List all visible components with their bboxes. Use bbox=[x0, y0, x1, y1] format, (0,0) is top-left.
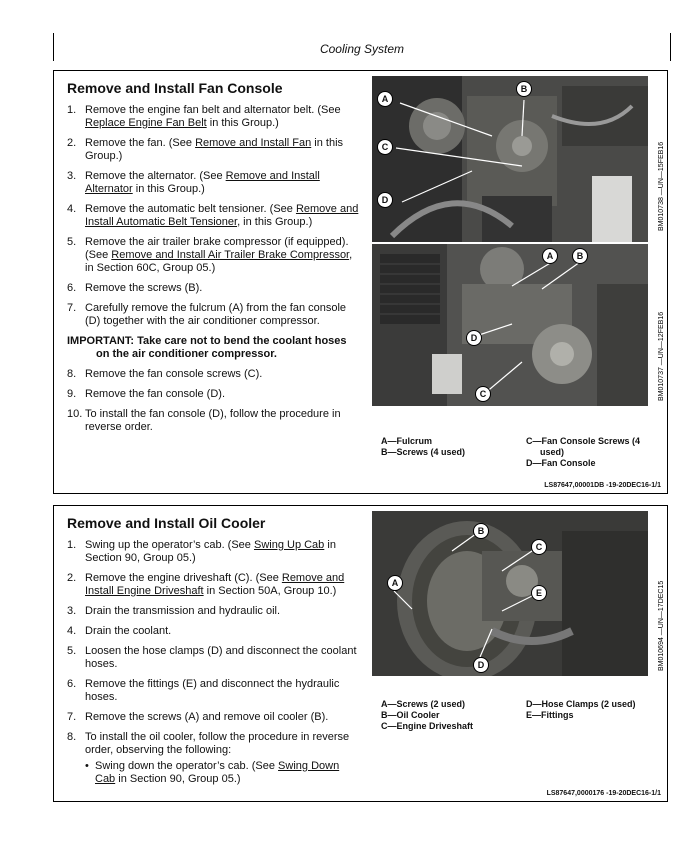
fan-console-footer-code: LS87647,00001DB -19-20DEC16-1/1 bbox=[544, 482, 661, 489]
link-replace-engine-fan-belt[interactable]: Replace Engine Fan Belt bbox=[85, 117, 207, 129]
fan-console-photo-1 bbox=[372, 76, 648, 242]
image-code-3: BM010694 —UN—17DEC15 bbox=[658, 580, 665, 671]
engine-illustration bbox=[372, 76, 648, 242]
step: 5. Loosen the hose clamps (D) and disconnect the coolant hoses. bbox=[67, 645, 357, 670]
oil-cooler-photo bbox=[372, 511, 648, 676]
callout-c: C bbox=[475, 386, 491, 402]
oil-cooler-legend-right: D—Hose Clamps (2 used) E—Fittings bbox=[526, 699, 636, 720]
fan-console-photo-2 bbox=[372, 244, 648, 406]
callout-e: E bbox=[531, 585, 547, 601]
link-remove-install-brake-compressor[interactable]: Remove and Install Air Trailer Brake Compressor bbox=[111, 249, 350, 261]
callout-a: A bbox=[542, 248, 558, 264]
step: 3. Drain the transmission and hydraulic oil. bbox=[67, 605, 281, 617]
fan-console-legend-left: A—Fulcrum B—Screws (4 used) bbox=[381, 436, 466, 457]
oil-cooler-title: Remove and Install Oil Cooler bbox=[67, 515, 266, 531]
link-remove-install-engine-driveshaft[interactable]: Remove and Install Engine Driveshaft bbox=[85, 572, 345, 597]
image-code-1: BM010738 —UN—15FEB16 bbox=[658, 141, 665, 231]
callout-d: D bbox=[473, 657, 489, 673]
oil-cooler-steps bbox=[67, 539, 359, 786]
step: 2. Remove the engine driveshaft (C). (See Remove and Install Engine Driveshaft in Section 50A, Group 10.) bbox=[67, 572, 345, 597]
image-code-2: BM010737 —UN—12FEB16 bbox=[658, 311, 665, 401]
link-remove-install-fan[interactable]: Remove and Install Fan bbox=[195, 137, 312, 149]
engine-illustration bbox=[372, 244, 648, 406]
page-header-title: Cooling System bbox=[319, 42, 405, 56]
step: 4. Remove the automatic belt tensioner. (See Remove and Install Automatic Belt Tensioner, in this Group.) bbox=[67, 203, 359, 228]
step: 9. Remove the fan console (D). bbox=[67, 388, 226, 400]
step: 7. Remove the screws (A) and remove oil cooler (B). bbox=[67, 711, 329, 723]
step: 1. Remove the engine fan belt and alternator belt. (See Replace Engine Fan Belt in this Group.) bbox=[67, 104, 341, 129]
oil-cooler-footer-code: LS87647,0000176 -19-20DEC16-1/1 bbox=[546, 790, 661, 797]
fan-console-section bbox=[53, 70, 668, 494]
step: 5. Remove the air trailer brake compressor (if equipped). (See Remove and Install Air Trailer Brake Compressor, in Section 60C, Group 05.) bbox=[67, 236, 353, 274]
step: 10. To install the fan console (D), follow the procedure in reverse order. bbox=[67, 408, 341, 433]
step: 3. Remove the alternator. (See Remove and Install Alternator in this Group.) bbox=[67, 170, 320, 195]
page-header bbox=[53, 33, 671, 61]
step: 7. Carefully remove the fulcrum (A) from the fan console (D) together with the air conditioner compressor. bbox=[67, 302, 347, 327]
callout-b: B bbox=[516, 81, 532, 97]
callout-d: D bbox=[377, 192, 393, 208]
engine-illustration bbox=[372, 511, 648, 676]
callout-a: A bbox=[377, 91, 393, 107]
important-note: IMPORTANT: Take care not to bend the coolant hoses on the air conditioner compressor. bbox=[67, 335, 347, 360]
fan-console-title: Remove and Install Fan Console bbox=[67, 80, 283, 96]
callout-a: A bbox=[387, 575, 403, 591]
step: 8. Remove the fan console screws (C). bbox=[67, 368, 263, 380]
callout-b: B bbox=[473, 523, 489, 539]
oil-cooler-legend-left: A—Screws (2 used) B—Oil Cooler C—Engine Driveshaft bbox=[381, 699, 474, 731]
link-swing-up-cab[interactable]: Swing Up Cab bbox=[253, 539, 325, 551]
step: 4. Drain the coolant. bbox=[67, 625, 172, 637]
link-swing-down-cab[interactable]: Swing Down Cab bbox=[95, 760, 340, 785]
callout-b: B bbox=[572, 248, 588, 264]
callout-d: D bbox=[466, 330, 482, 346]
fan-console-legend-right: C—Fan Console Screws (4 used) D—Fan Console bbox=[526, 436, 641, 468]
step: 2. Remove the fan. (See Remove and Install Fan in this Group.) bbox=[67, 137, 344, 162]
link-remove-install-alternator[interactable]: Remove and Install Alternator bbox=[85, 170, 320, 195]
fan-console-steps bbox=[67, 104, 359, 441]
callout-c: C bbox=[377, 139, 393, 155]
step: 6. Remove the fittings (E) and disconnect the hydraulic hoses. bbox=[67, 678, 340, 703]
bullet-item: • Swing down the operator’s cab. (See Swing Down Cab in Section 90, Group 05.) bbox=[85, 760, 340, 785]
step: 1. Swing up the operator’s cab. (See Swing Up Cab in Section 90, Group 05.) bbox=[67, 539, 336, 564]
callout-c: C bbox=[531, 539, 547, 555]
link-remove-install-belt-tensioner[interactable]: Remove and Install Automatic Belt Tensioner bbox=[85, 203, 359, 228]
step: 6. Remove the screws (B). bbox=[67, 282, 203, 294]
step: 8. To install the oil cooler, follow the procedure in reverse order, observing the following: bbox=[67, 731, 350, 756]
oil-cooler-section bbox=[53, 505, 668, 802]
